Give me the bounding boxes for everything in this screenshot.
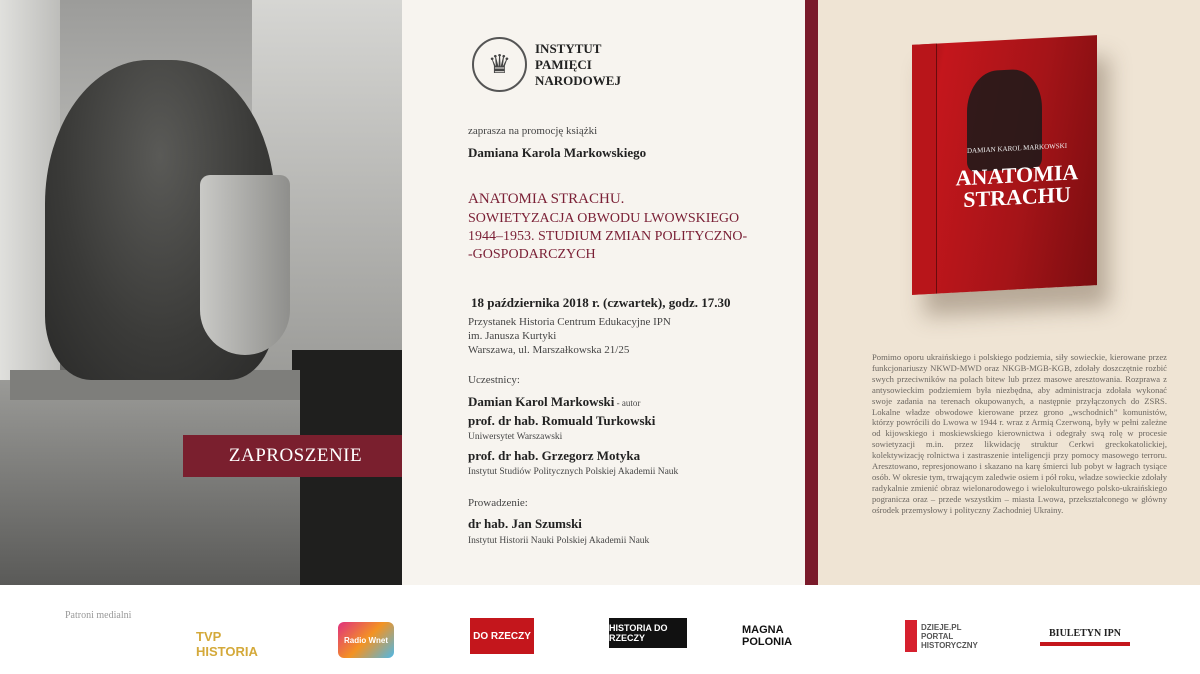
book-description: Pomimo oporu ukraińskiego i polskiego podziemia, siły sowieckie, kierowane przez funkcjonariuszy NKWD-MWD oraz NKGB-MGB-KGB, zdołały doszczętnie rozbić swych przeciwników na polach bitew lub przez masowe aresztowania. Rozprawa z antysowieckim podziemiem była niezbędna, aby administracja zdołała wykonać swoje zadania na terenach okupowanych, a następnie przyłączonych do ZSRS. Lokalne władze obwodowe kierowane przez grono „wschodnich” komunistów, którzy powrócili do Lwowa w 1944 r. wraz z Armią Czerwoną, były w pełni zależne od kijowskiego i moskiewskiego kierownictwa i odegrały swą rolę w procesie sowietyzacji m.in. przez likwidację struktur Cerkwi greckokatolickiej, kolektywizację rolnictwa i zastraszenie inteligencji przy pomocy masowego terroru. Aresztowano, represjonowano i skazano na karę śmierci lub pobyt w łagrach tysiące osób. W okresie tym, trwającym zaledwie osiem i pół roku, władze sowieckie zdołały radykalnie zmienić obraz wielonarodowego i wielokulturowego polsko-ukraińskiego pogranicza oraz – przede wszystkim – miasta Lwowa, przekształconego w główny ośrodek przemysłowy i polityczny Zachodniej Ukrainy. [872, 352, 1167, 515]
participant-3-name: prof. dr hab. Grzegorz Motyka [468, 448, 641, 463]
moderator-affiliation: Instytut Historii Nauki Polskiej Akademii Nauk [468, 536, 650, 546]
event-place: Przystanek Historia Centrum Edukacyjne IPN [468, 316, 671, 328]
eagle-seal-icon: ♛ [472, 37, 527, 92]
participant-3-affiliation: Instytut Studiów Politycznych Polskiej Akademii Nauk [468, 467, 679, 477]
participants-heading: Uczestnicy: [468, 374, 520, 386]
sponsor-do-rzeczy: DO RZECZY [470, 618, 534, 654]
book-cover-title: ANATOMIA STRACHU [955, 159, 1079, 213]
participant-2-affiliation: Uniwersytet Warszawski [468, 432, 563, 442]
sponsor-tvp-historia: TVP HISTORIA [196, 629, 258, 659]
book-cover [912, 35, 1097, 295]
participant-1: Damian Karol Markowski - autor [468, 394, 641, 409]
book-subtitle: -GOSPODARCZYCH [468, 247, 596, 262]
institute-name: PAMIĘCI [535, 56, 592, 72]
invitation-label: ZAPROSZENIE [183, 435, 408, 477]
sponsor-historia-do-rzeczy: HISTORIA DO RZECZY [609, 618, 687, 648]
book-title: ANATOMIA STRACHU. [468, 191, 625, 207]
media-patrons-label: Patroni medialni [65, 610, 132, 621]
institute-name: NARODOWEJ [535, 72, 621, 88]
divider-stripe [805, 0, 818, 585]
event-date: 18 października 2018 r. (czwartek), godz. 17.30 [471, 295, 731, 310]
sponsor-radio-wnet: Radio Wnet [338, 622, 394, 658]
author-name: Damiana Karola Markowskiego [468, 145, 647, 160]
sponsor-magna-polonia: MAGNA POLONIA [742, 624, 793, 648]
book-subtitle: 1944–1953. STUDIUM ZMIAN POLITYCZNO- [468, 229, 748, 244]
event-address: Warszawa, ul. Marszałkowska 21/25 [468, 344, 630, 356]
ipn-logo [472, 37, 621, 92]
sponsor-dzieje-pl: DZIEJE.PL PORTAL HISTORYCZNY [905, 620, 995, 652]
participant-2-name: prof. dr hab. Romuald Turkowski [468, 413, 656, 428]
book-cover-author: DAMIAN KAROL MARKOWSKI [966, 141, 1068, 155]
lion-statue-photo [0, 0, 402, 585]
institute-name: INSTYTUT [535, 40, 602, 56]
event-place: im. Janusza Kurtyki [468, 330, 557, 342]
sponsor-biuletyn-ipn: BIULETYN IPN [1040, 624, 1130, 646]
moderator-name: dr hab. Jan Szumski [468, 516, 582, 531]
book-subtitle: SOWIETYZACJA OBWODU LWOWSKIEGO [468, 211, 740, 226]
invite-intro: zaprasza na promocję książki [468, 125, 598, 137]
moderator-heading: Prowadzenie: [468, 497, 528, 509]
